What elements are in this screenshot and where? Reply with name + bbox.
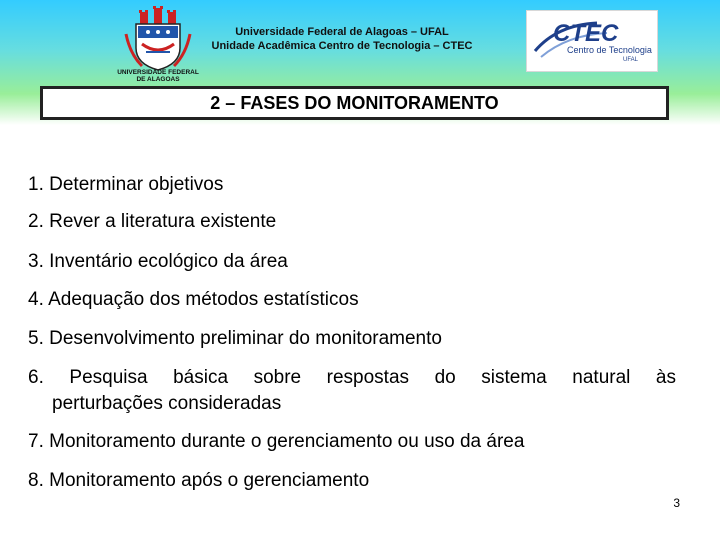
ctec-logo bbox=[526, 10, 658, 72]
ufal-caption-line1: UNIVERSIDADE FEDERAL bbox=[117, 69, 199, 76]
list-item-continuation: perturbações consideradas bbox=[52, 393, 282, 414]
ctec-logo-subtitle: Centro de Tecnologia bbox=[567, 45, 652, 55]
list-item: 8. Monitoramento após o gerenciamento bbox=[28, 470, 370, 491]
ufal-caption-line2: DE ALAGOAS bbox=[136, 76, 180, 83]
slide-title: 2 – FASES DO MONITORAMENTO bbox=[210, 92, 499, 113]
list-item: 3. Inventário ecológico da área bbox=[28, 251, 288, 272]
page-number: 3 bbox=[673, 496, 680, 510]
ctec-logo-text: CTEC bbox=[553, 20, 619, 47]
institution-header bbox=[200, 25, 484, 53]
slide-title-box bbox=[40, 86, 669, 120]
list-item: 1. Determinar objetivos bbox=[28, 174, 224, 195]
list-item: 6. Pesquisa básica sobre respostas do sistema natural às bbox=[28, 367, 676, 388]
list-item: 7. Monitoramento durante o gerenciamento ou uso da área bbox=[28, 431, 525, 452]
ctec-logo-icon bbox=[527, 11, 657, 71]
ufal-caption bbox=[110, 69, 206, 83]
list-item: 2. Rever a literatura existente bbox=[28, 211, 277, 232]
ctec-logo-sub2: UFAL bbox=[623, 57, 639, 63]
list-item: 5. Desenvolvimento preliminar do monitoramento bbox=[28, 328, 442, 349]
institution-line1: Universidade Federal de Alagoas – UFAL bbox=[235, 26, 449, 38]
institution-line2: Unidade Acadêmica Centro de Tecnologia – CTEC bbox=[211, 40, 473, 52]
list-item: 4. Adequação dos métodos estatísticos bbox=[28, 289, 359, 310]
